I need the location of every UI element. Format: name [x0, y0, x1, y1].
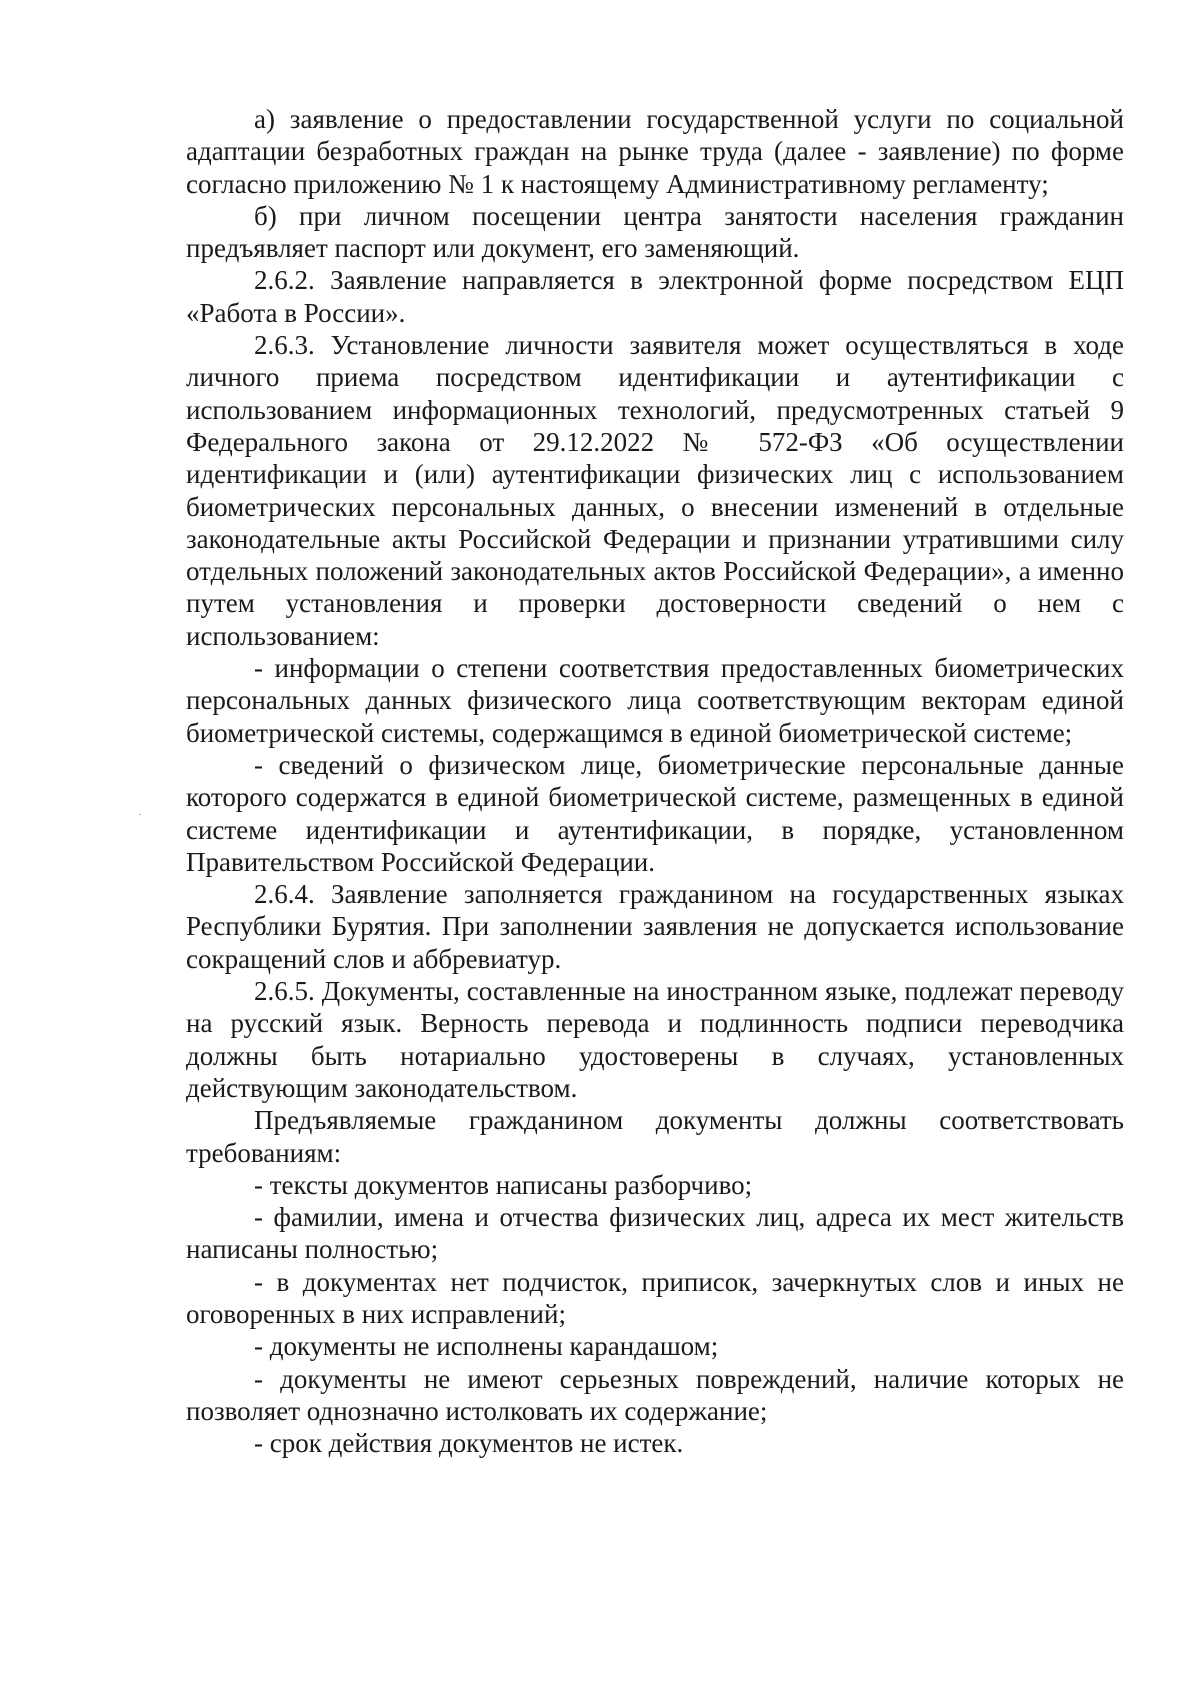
paragraph-2-6-4: 2.6.4. Заявление заполняется гражданином на государственных языках Республики Бурятия. При заполнении заявления не допускается использование сокращений слов и аббревиатур.	[186, 879, 1124, 974]
paragraph-application-form: а) заявление о предоставлении государственной услуги по социальной адаптации безработных граждан на рынке труда (далее - заявление) по форме согласно приложению № 1 к настоящему Административному регламенту;	[186, 104, 1124, 199]
list-item-no-damage: - документы не имеют серьезных повреждений, наличие которых не позволяет однозначно истолковать их содержание;	[186, 1363, 1124, 1426]
paragraph-2-6-3: 2.6.3. Установление личности заявителя может осуществляться в ходе личного приема посредством идентификации и аутентификации с использованием информационных технологий, предусмотренных статьей 9 Федерального закона от 29.12.2022 № 572-ФЗ «Об осуществлении идентификации и (или) аутентификации физических лиц с использованием биометрических персональных данных, о внесении изменений в отдельные законодательные акты Российской Федерации и признании утратившими силу отдельных положений законодательных актов Российской Федерации», а именно путем установления и проверки достоверности сведений о нем с использованием:	[186, 330, 1124, 651]
list-item-biometric-info: - информации о степени соответствия предоставленных биометрических персональных данных физического лица соответствующим векторам единой биометрической системы, содержащимся в единой биометрической системе;	[186, 653, 1124, 748]
list-item-no-corrections: - в документах нет подчисток, приписок, зачеркнутых слов и иных не оговоренных в них исправлений;	[186, 1266, 1124, 1329]
paragraph-requirements-intro: Предъявляемые гражданином документы должны соответствовать требованиям:	[186, 1105, 1124, 1168]
list-item-legible: - тексты документов написаны разборчиво;	[254, 1169, 753, 1200]
list-item-not-expired: - срок действия документов не истек.	[254, 1428, 684, 1459]
list-item-full-names: - фамилии, имена и отчества физических лиц, адреса их мест жительств написаны полностью;	[186, 1202, 1124, 1265]
list-item-no-pencil: - документы не исполнены карандашом;	[254, 1331, 719, 1362]
paragraph-passport: б) при личном посещении центра занятости населения гражданин предъявляет паспорт или документ, его заменяющий.	[186, 200, 1124, 264]
paragraph-2-6-2: 2.6.2. Заявление направляется в электронной форме посредством ЕЦП «Работа в России».	[186, 265, 1124, 328]
paragraph-2-6-5: 2.6.5. Документы, составленные на иностранном языке, подлежат переводу на русский язык. Верность перевода и подлинность подписи переводчика должны быть нотариально удостоверены в случаях, установленных действующим законодательством.	[186, 976, 1124, 1103]
scan-artifact	[139, 814, 141, 815]
list-item-person-info: - сведений о физическом лице, биометрические персональные данные которого содержатся в единой биометрической системе, размещенных в единой системе идентификации и аутентификации, в порядке, установленном Правительством Российской Федерации.	[186, 749, 1124, 877]
document-body	[186, 103, 1124, 1459]
